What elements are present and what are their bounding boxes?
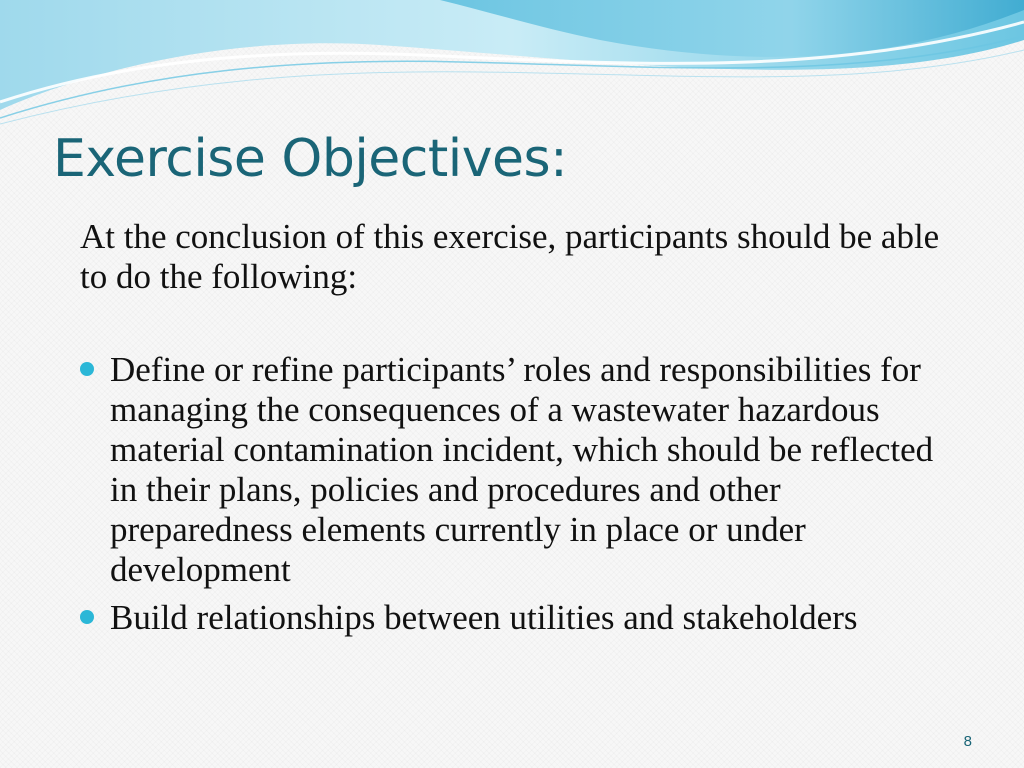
list-item — [80, 598, 960, 638]
page-number: 8 — [963, 733, 972, 750]
intro-paragraph: At the conclusion of this exercise, participants should be able to do the following: — [80, 217, 940, 296]
header-wave-decoration — [0, 0, 1024, 130]
bullet-icon — [80, 610, 94, 624]
bullet-icon — [80, 362, 94, 376]
list-item — [80, 350, 960, 590]
list-item-text: Define or refine participants’ roles and responsibilities for managing the consequences of a wastewater hazardous material contamination incident, which should be reflected in their plans, policies and procedures and other preparedness elements currently in place or under development — [110, 350, 934, 589]
objectives-list — [80, 350, 960, 646]
slide-title: Exercise Objectives: — [53, 129, 568, 189]
list-item-text: Build relationships between utilities and stakeholders — [110, 598, 858, 637]
